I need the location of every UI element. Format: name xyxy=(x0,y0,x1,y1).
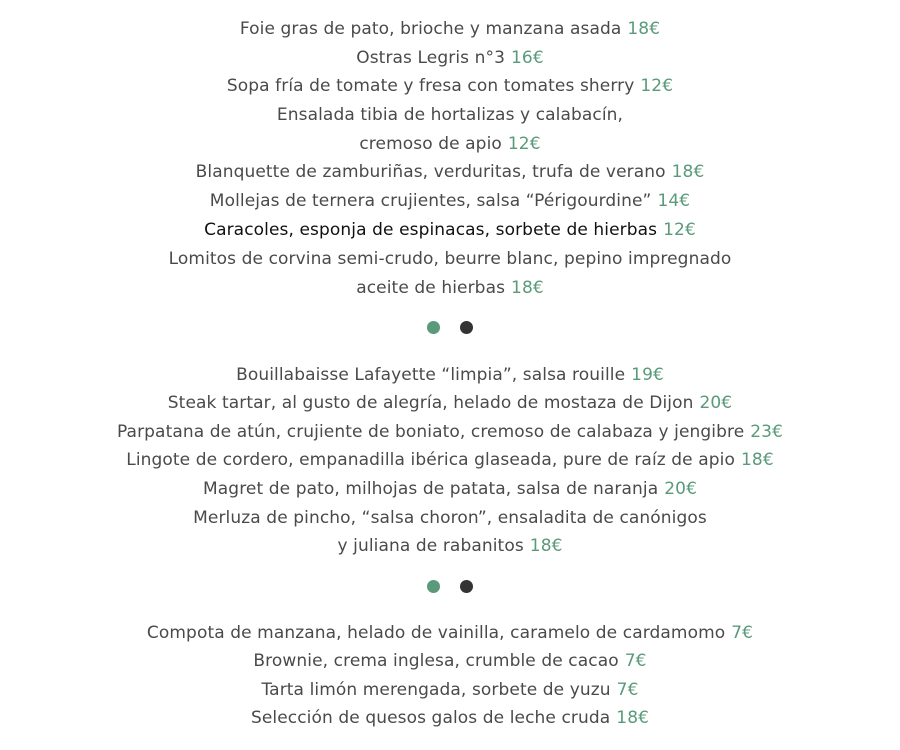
menu-item xyxy=(0,650,900,672)
dish-name: Brownie, crema inglesa, crumble de cacao xyxy=(253,651,619,671)
dark-dot-icon xyxy=(460,580,473,593)
dish-name: Mollejas de ternera crujientes, salsa “Périgourdine” xyxy=(209,191,652,211)
dish-price: 18€ xyxy=(511,278,544,298)
dish-price: 18€ xyxy=(529,536,563,556)
menu-item xyxy=(0,507,900,529)
section-divider xyxy=(0,580,900,594)
dish-price: 7€ xyxy=(731,623,754,643)
dish-name: Lingote de cordero, empanadilla ibérica glaseada, pure de raíz de apio xyxy=(126,450,735,470)
dish-price: 14€ xyxy=(657,191,691,211)
dish-name: Steak tartar, al gusto de alegría, helado de mostaza de Dijon xyxy=(167,393,694,413)
menu-item xyxy=(0,104,900,126)
dish-name: cremoso de apio xyxy=(359,134,502,154)
dish-name: Ensalada tibia de hortalizas y calabacín, xyxy=(276,105,624,125)
dish-name: Merluza de pincho, “salsa choron”, ensaladita de canónigos xyxy=(193,508,707,528)
menu-item xyxy=(0,47,900,69)
dish-name: Ostras Legris n°3 xyxy=(356,48,505,68)
dish-name: Compota de manzana, helado de vainilla, caramelo de cardamomo xyxy=(146,623,726,643)
dish-price: 23€ xyxy=(750,422,784,442)
menu-item xyxy=(0,535,900,557)
dish-name: Blanquette de zamburiñas, verduritas, trufa de verano xyxy=(195,162,666,182)
menu-item xyxy=(0,161,900,183)
menu-item xyxy=(0,679,900,701)
dish-name: Parpatana de atún, crujiente de boniato, cremoso de calabaza y jengibre xyxy=(116,422,745,442)
dish-price: 7€ xyxy=(624,651,647,671)
menu-item xyxy=(0,75,900,97)
dark-dot-icon xyxy=(460,321,473,334)
dish-price: 19€ xyxy=(631,365,664,385)
menu-item xyxy=(0,219,900,241)
dish-price: 18€ xyxy=(616,708,650,728)
dish-name: Tarta limón merengada, sorbete de yuzu xyxy=(261,680,611,700)
menu-item xyxy=(0,622,900,644)
menu-item xyxy=(0,421,900,443)
dish-price: 12€ xyxy=(507,134,541,154)
dish-price: 18€ xyxy=(627,19,661,39)
dish-name: Selección de quesos galos de leche cruda xyxy=(250,708,611,728)
menu-item xyxy=(0,18,900,40)
dish-name: aceite de hierbas xyxy=(356,278,506,298)
dish-name: Foie gras de pato, brioche y manzana asada xyxy=(239,19,622,39)
dish-price: 12€ xyxy=(663,220,696,240)
dish-name: Caracoles, esponja de espinacas, sorbete de hierbas xyxy=(204,220,658,240)
green-dot-icon xyxy=(427,580,440,593)
dish-price: 20€ xyxy=(664,479,697,499)
dish-price: 18€ xyxy=(671,162,705,182)
menu-item xyxy=(0,190,900,212)
menu-item xyxy=(0,364,900,386)
green-dot-icon xyxy=(427,321,440,334)
menu-item xyxy=(0,707,900,729)
menu-item xyxy=(0,478,900,500)
section-divider xyxy=(0,321,900,335)
menu-item xyxy=(0,248,900,270)
dish-price: 18€ xyxy=(740,450,774,470)
menu-item xyxy=(0,392,900,414)
dish-name: Sopa fría de tomate y fresa con tomates sherry xyxy=(226,76,635,96)
dish-name: Bouillabaisse Lafayette “limpia”, salsa rouille xyxy=(236,365,626,385)
menu-item xyxy=(0,133,900,155)
menu-item xyxy=(0,449,900,471)
dish-name: Magret de pato, milhojas de patata, salsa de naranja xyxy=(203,479,659,499)
dish-name: y juliana de rabanitos xyxy=(337,536,524,556)
menu-item xyxy=(0,277,900,299)
dish-name: Lomitos de corvina semi-crudo, beurre blanc, pepino impregnado xyxy=(168,249,732,269)
dish-price: 7€ xyxy=(616,680,639,700)
dish-price: 12€ xyxy=(640,76,674,96)
dish-price: 20€ xyxy=(699,393,733,413)
dish-price: 16€ xyxy=(511,48,544,68)
